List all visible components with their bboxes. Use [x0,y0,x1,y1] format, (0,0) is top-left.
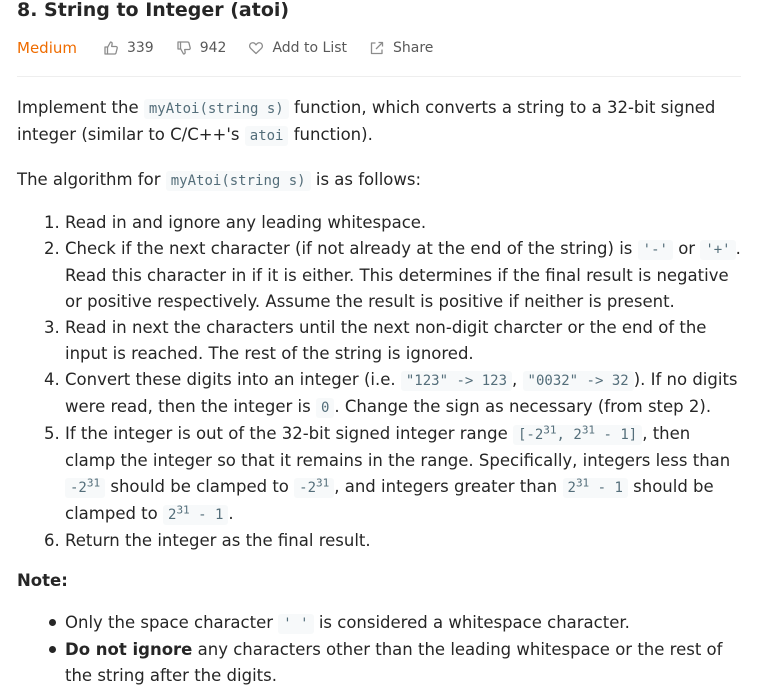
inline-code: '+' [700,240,735,260]
code-text: - 1] [595,427,638,443]
text: , [512,370,523,389]
list-item [65,315,741,367]
text: any characters other than the leading whitespace or the rest of the string after the digits. [65,640,723,685]
thumbs-up-icon [103,40,119,56]
code-text: -2 [70,480,87,496]
code-text: , 2 [556,427,582,443]
text: function). [288,125,373,144]
list-item [65,210,741,236]
share-label: Share [393,40,434,56]
text: Only the space character [65,613,279,632]
inline-code [513,425,642,445]
exponent: 31 [176,503,190,517]
text: should be clamped to [105,477,295,496]
text: . Change the sign as necessary (from step 2). [334,397,712,416]
text: ). If no digits were read, then the integer is [65,370,738,416]
algorithm-steps [17,210,741,554]
exponent: 31 [581,423,596,437]
text: is as follows: [310,170,422,189]
dislike-button[interactable] [176,40,227,56]
algorithm-intro [17,167,741,194]
exponent: 31 [543,423,557,437]
code-text: - 1 [189,507,224,523]
like-button[interactable] [103,40,154,56]
text: or [672,239,701,258]
list-item [65,421,741,528]
exponent: 31 [575,476,590,490]
list-item [65,528,741,554]
inline-code [563,478,628,498]
exponent: 31 [316,476,330,490]
code-text: -2 [299,480,316,496]
text: should be clamped to [65,477,714,523]
list-item [65,236,741,315]
inline-code: myAtoi(string s) [166,171,311,191]
inline-code: "0032" -> 32 [523,371,634,391]
note-heading: Note: [17,571,68,590]
problem-description [17,95,741,689]
code-text: 2 [168,507,177,523]
text: Convert these digits into an integer (i.e. [65,370,401,389]
problem-meta-bar [17,36,741,60]
inline-code [65,478,105,498]
text: function, which converts a string to a 32-bit signed integer (similar to C/C++'s [17,98,716,144]
list-item [65,637,741,689]
text: Return the integer as the final result. [65,531,371,550]
share-icon [369,40,385,56]
inline-code: myAtoi(string s) [144,99,289,119]
share-button[interactable] [369,40,433,56]
intro-paragraph [17,95,741,149]
like-count: 339 [126,40,154,56]
add-to-list-button[interactable] [248,40,347,56]
code-text: 2 [567,480,576,496]
text: . Read this character in if it is either. This determines if the final result is negative or positive respectively. Assume the result is positive if neither is present. [65,239,741,311]
difficulty-label: Medium [17,39,77,57]
bold-text: Do not ignore [65,640,193,659]
note-list [17,610,741,689]
inline-code [294,478,334,498]
list-item [65,610,741,637]
divider [17,76,741,77]
thumbs-down-icon [176,40,192,56]
text: If the integer is out of the 32-bit signed integer range [65,424,513,443]
list-item [65,367,741,421]
text: , and integers greater than [334,477,563,496]
inline-code: "123" -> 123 [401,371,512,391]
text: is considered a whitespace character. [313,613,630,632]
heart-icon [248,40,264,56]
add-to-list-label: Add to List [272,40,347,56]
inline-code: '-' [638,240,673,260]
inline-code: atoi [245,126,289,146]
code-text: - 1 [589,480,623,496]
problem-title: 8. String to Integer (atoi) [17,0,290,21]
inline-code: 0 [316,398,334,418]
text: . [228,504,234,523]
code-text: [-2 [517,427,544,443]
text: Read in and ignore any leading whitespace. [65,213,427,232]
inline-code: ' ' [278,614,313,634]
text: Check if the next character (if not already at the end of the string) is [65,239,638,258]
exponent: 31 [86,476,101,490]
inline-code [163,505,228,525]
text: , then clamp the integer so that it remains in the range. Specifically, integers less than [65,424,731,470]
text: Read in next the characters until the next non-digit charcter or the end of the input is reached. The rest of the string is ignored. [65,318,707,363]
dislike-count: 942 [199,40,227,56]
text: Implement the [17,98,144,117]
text: The algorithm for [17,170,166,189]
